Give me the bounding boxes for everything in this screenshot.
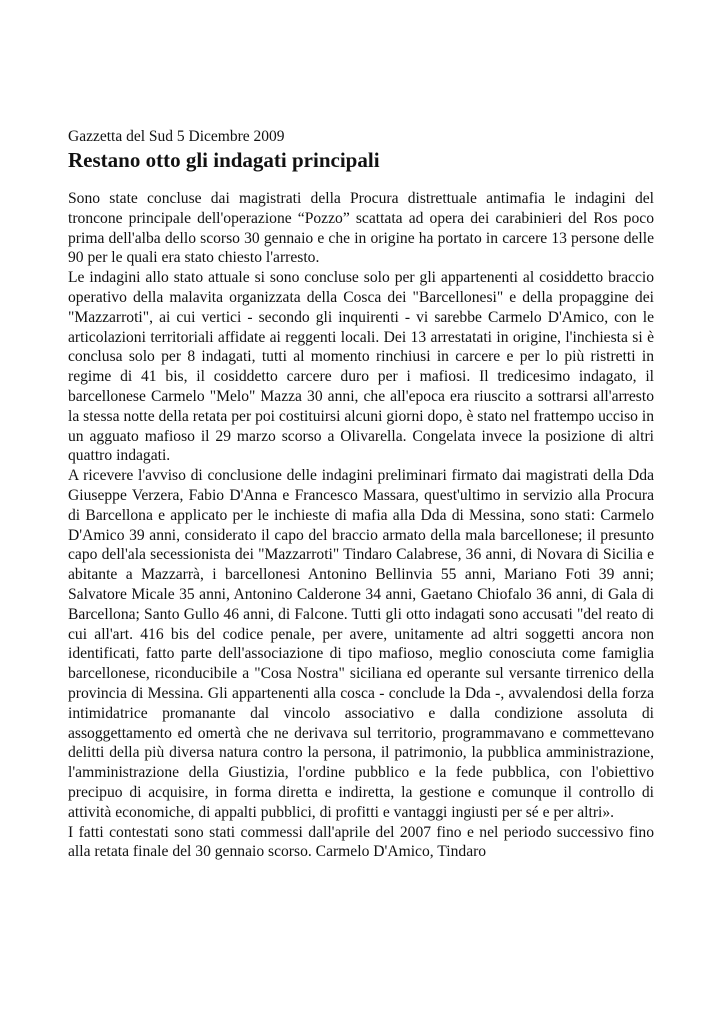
article-paragraph-1: Sono state concluse dai magistrati della Procura distrettuale antimafia le indagini del troncone principale dell'operazione “Pozzo” scattata ad opera dei carabinieri del Ros poco prima dell'alba dello scorso 30 gennaio e che in origine ha portato in carcere 13 persone delle 90 per le quali era stato chiesto l'arresto. bbox=[68, 190, 654, 267]
article-paragraph-3: A ricevere l'avviso di conclusione delle indagini preliminari firmato dai magistrati della Dda Giuseppe Verzera, Fabio D'Anna e Francesco Massara, quest'ultimo in servizio alla Procura di Barcellona e applicato per le inchieste di mafia alla Dda di Messina, sono stati: Carmelo D'Amico 39 anni, considerato il capo del braccio armato della mala barcellonese; il presunto capo dell'ala secessionista dei "Mazzarroti" Tindaro Calabrese, 36 anni, di Novara di Sicilia e abitante a Mazzarrà, i barcellonesi Antonino Bellinvia 55 anni, Mariano Foti 39 anni; Salvatore Micale 35 anni, Antonino Calderone 34 anni, Gaetano Chiofalo 36 anni, di Gala di Barcellona; Santo Gullo 46 anni, di Falcone. Tutti gli otto indagati sono accusati "del reato di cui all'art. 416 bis del codice penale, per avere, unitamente ad altri soggetti ancora non identificati, fatto parte dell'associazione di tipo mafioso, meglio conosciuta come famiglia barcellonese, riconducibile a "Cosa Nostra" siciliana ed operante sul versante tirrenico della provincia di Messina. Gli appartenenti alla cosca - conclude la Dda -, avvalendosi della forza intimidatrice promanante dal vincolo associativo e dalla condizione assoluta di assoggettamento ed omertà che ne derivava sul territorio, programmavano e commettevano delitti della più diversa natura contro la persona, il patrimonio, la pubblica amministrazione, l'amministrazione della Giustizia, l'ordine pubblico e la fede pubblica, con l'obiettivo precipuo di acquisire, in forma diretta e indiretta, la gestione e comunque il controllo di attività economiche, di appalti pubblici, di profitti e vantaggi ingiusti per sé e per altri». bbox=[68, 467, 654, 821]
article-paragraph-2: Le indagini allo stato attuale si sono concluse solo per gli appartenenti al cosiddetto braccio operativo della malavita organizzata della Cosca dei "Barcellonesi" e della propaggine dei "Mazzarroti", ai cui vertici - secondo gli inquirenti - vi sarebbe Carmelo D'Amico, con le articolazioni territoriali affidate ai reggenti locali. Dei 13 arrestatati in origine, l'inchiesta si è conclusa solo per 8 indagati, tutti al momento rinchiusi in carcere e per lo più ristretti in regime di 41 bis, il cosiddetto carcere duro per i mafiosi. Il tredicesimo indagato, il barcellonese Carmelo "Melo" Mazza 30 anni, che all'epoca era riuscito a sottrarsi all'arresto la stessa notte della retata per poi costituirsi alcuni giorni dopo, è stato nel frattempo ucciso in un agguato mafioso il 29 marzo scorso a Olivarella. Congelata invece la posizione di altri quattro indagati. bbox=[68, 269, 654, 465]
article-paragraph-4: I fatti contestati sono stati commessi dall'aprile del 2007 fino e nel periodo successivo fino alla retata finale del 30 gennaio scorso. Carmelo D'Amico, Tindaro bbox=[68, 823, 654, 861]
article-source: Gazzetta del Sud 5 Dicembre 2009 bbox=[68, 128, 285, 145]
article-title: Restano otto gli indagati principali bbox=[68, 148, 380, 172]
article bbox=[68, 127, 654, 862]
